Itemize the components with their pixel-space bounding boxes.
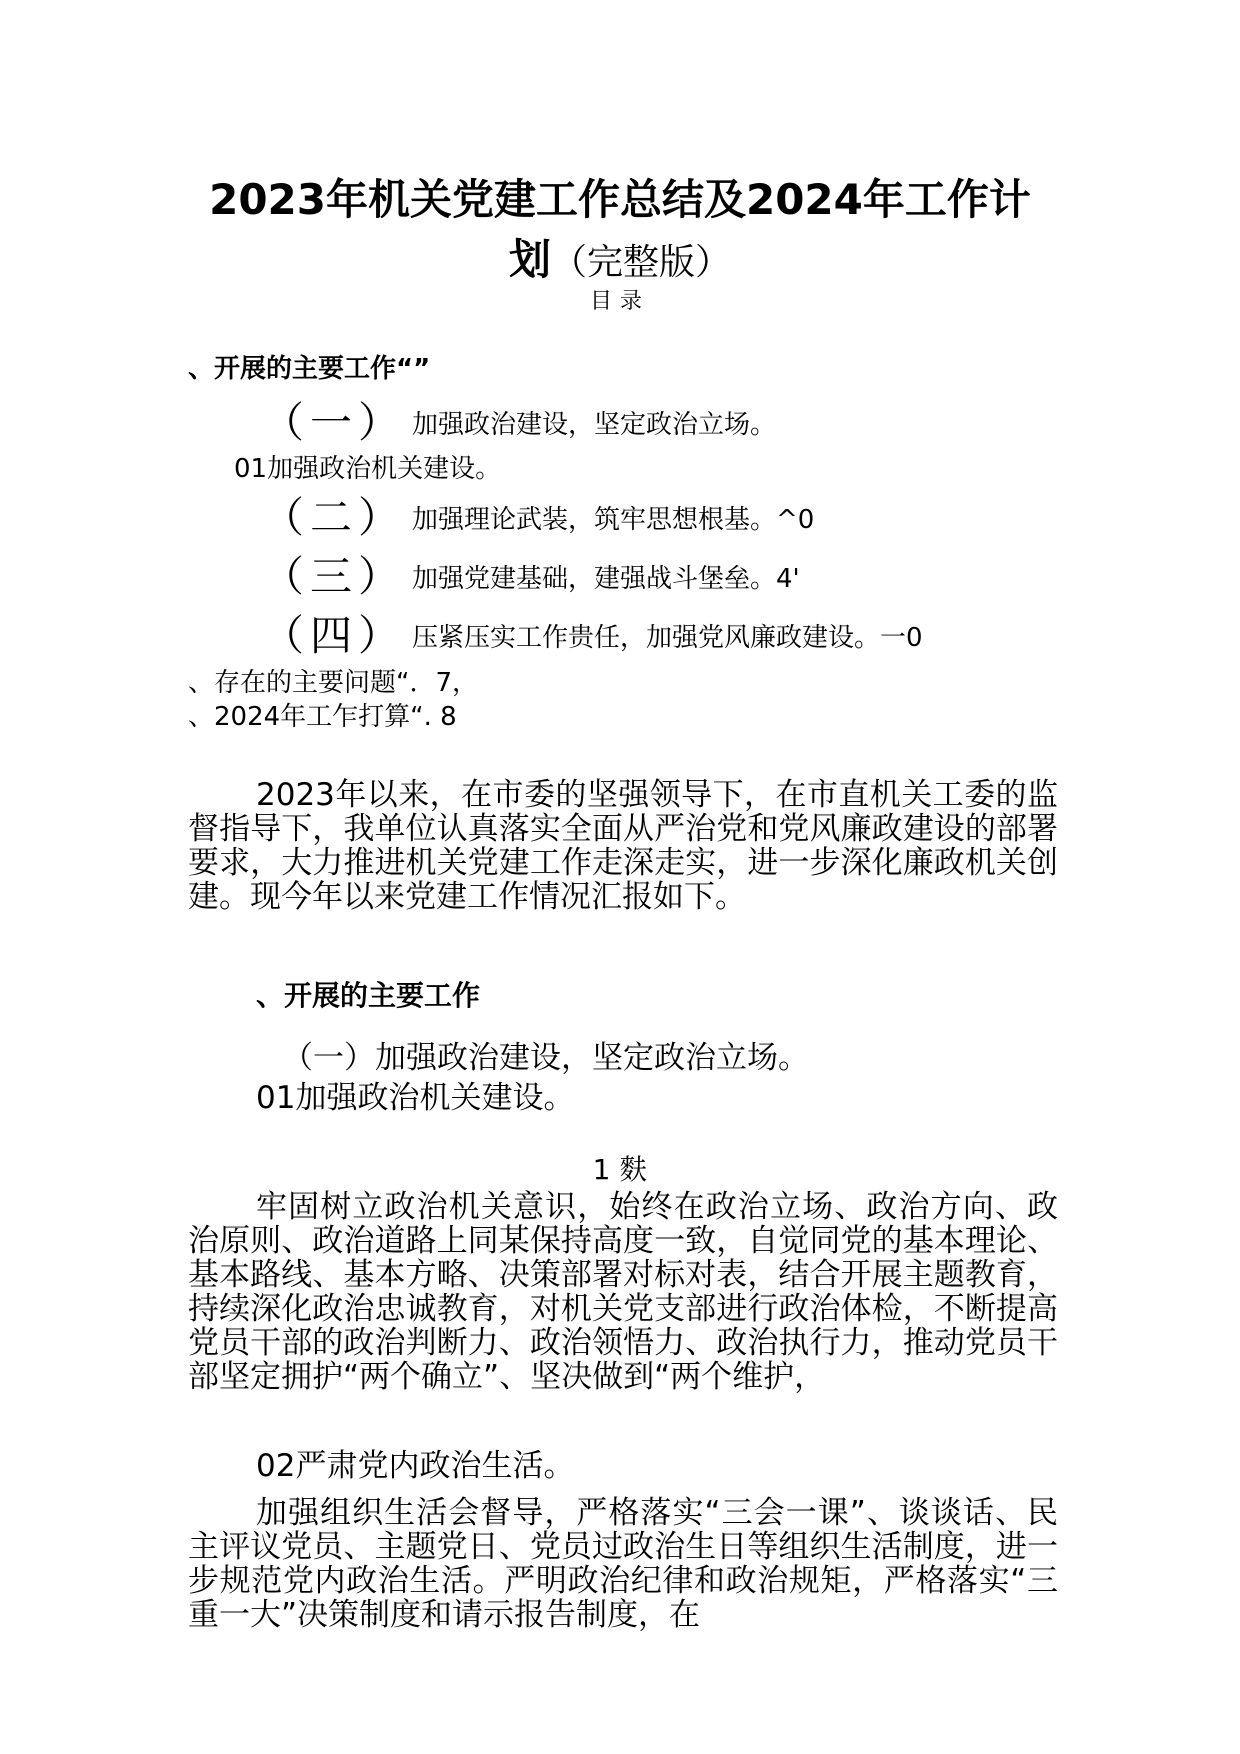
toc-item-8: 、2024年工乍打算“. 8: [188, 702, 457, 732]
paragraph-party-life: 加强组织生活会督导，严格落实“三会一课”、谈谈话、民主评议党员、主题党日、党员过政治生日等组织生活制度，进一步规范党内政治生活。严明政治纪律和政治规矩，严格落实“三重一大”决策制度和请示报告制度，在: [188, 1495, 1058, 1633]
paragraph-political-organ: 牢固树立政治机关意识，始终在政治立场、政治方向、政治原则、政治道路上同某保持高度一致，自觉同党的基本理论、基本路线、基本方略、决策部署对标对表，结合开展主题教育，持续深化政治忠诚教育，对机关党支部进行政治体检，不断提高党员干部的政治判断力、政治领悟力、政治执行力，推动党员干部坚定拥护“两个确立”、坚决做到“两个维护，: [188, 1189, 1058, 1395]
subsection-heading-political: （一）加强政治建设，坚定政治立场。: [282, 1040, 809, 1076]
toc-heading: 目录: [589, 289, 650, 314]
item-heading-political-organ: 01加强政治机关建设。: [256, 1080, 575, 1116]
toc-item-4-number: （二）: [262, 493, 407, 542]
toc-item-5-text: 加强党建基础，建强战斗堡垒。4': [412, 564, 800, 594]
toc-item-5-number: （三）: [262, 552, 407, 601]
toc-item-7: 、存在的主要问题“．7，: [188, 668, 479, 698]
toc-item-1: 、开展的主要工作“”: [188, 354, 431, 384]
section-heading-main-work: 、开展的主要工作: [256, 979, 481, 1012]
document-title-line1: 2023年机关党建工作总结及2024年工作计: [209, 175, 1031, 224]
toc-item-6-text: 压紧压实工作贵任，加强党风廉政建设。一0: [412, 623, 923, 653]
toc-item-6-number: （四）: [262, 611, 407, 660]
toc-item-2-number: （一）: [262, 398, 407, 447]
toc-item-4-text: 加强理论武装，筑牢思想根基。^0: [412, 505, 815, 535]
item-heading-party-life: 02严肃党内政治生活。: [256, 1448, 575, 1484]
title-line2-suffix: （完整版）: [551, 242, 732, 283]
toc-item-2-text: 加强政治建设，坚定政治立场。: [412, 410, 777, 440]
page-marker: 1 麩: [592, 1153, 648, 1186]
toc-item-3: 01加强政治机关建设。: [234, 454, 502, 484]
intro-paragraph: 2023年以来，在市委的坚强领导下，在市直机关工委的监督指导下，我单位认真落实全面从严治党和党风廉政建设的部署要求，大力推进机关党建工作走深走实，进一步深化廉政机关创建。现今年以来党建工作情况汇报如下。: [188, 777, 1058, 915]
title-line2-bold: 划: [508, 235, 551, 284]
